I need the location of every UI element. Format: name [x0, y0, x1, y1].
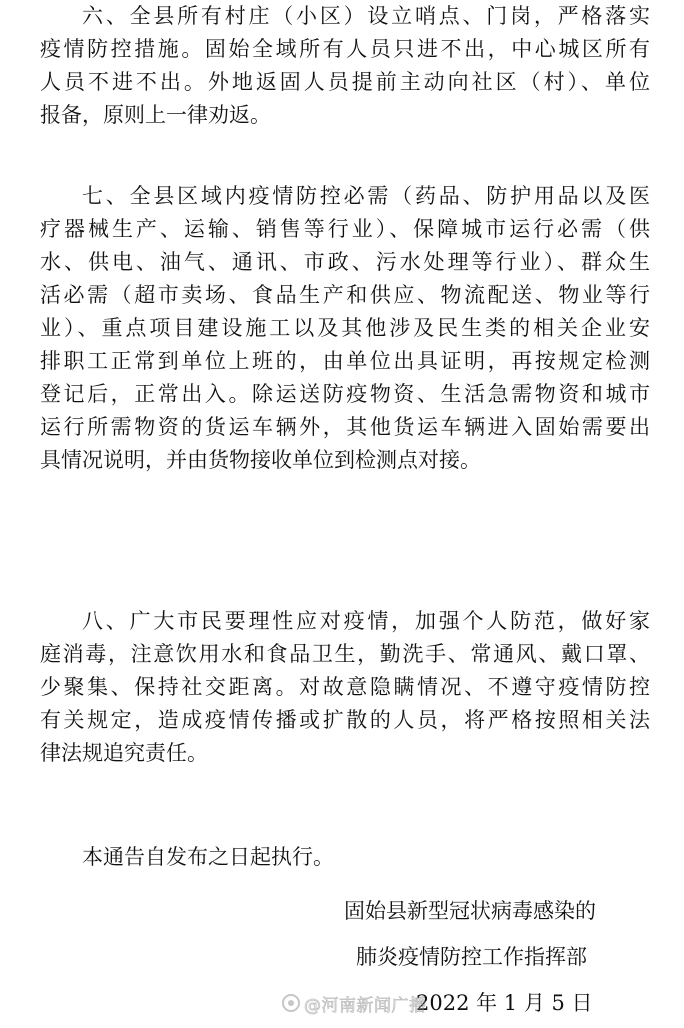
watermark-text: @河南新闻广播: [304, 995, 427, 1016]
text-line: 活必需（超市卖场、食品生产和供应、物流配送、物业等行: [40, 283, 650, 307]
text-line: 庭消毒，注意饮用水和食品卫生，勤洗手、常通风、戴口罩、: [40, 642, 650, 666]
text-line: 七、全县区域内疫情防控必需（药品、防护用品以及医: [82, 184, 650, 208]
paragraph-item-6: [40, 0, 650, 132]
text-line: 水、供电、油气、通讯、市政、污水处理等行业）、群众生: [40, 250, 650, 274]
paragraph-item-7: [40, 180, 650, 477]
text-line: 八、广大市民要理性应对疫情，加强个人防范，做好家: [82, 609, 650, 633]
weibo-logo-icon: [282, 994, 300, 1012]
text-line: 律法规追究责任。: [40, 741, 208, 765]
text-line: 本通告自发布之日起执行。: [82, 845, 334, 869]
text-line: 人员不进不出。外地返固人员提前主动向社区（村）、单位: [40, 70, 650, 94]
text-line: 运行所需物资的货运车辆外，其他货运车辆进入固始需要出: [40, 415, 650, 439]
text-line: 有关规定，造成疫情传播或扩散的人员，将严格按照相关法: [40, 708, 650, 732]
text-line: 疗器械生产、运输、销售等行业）、保障城市运行必需（供: [40, 217, 650, 241]
text-line: 六、全县所有村庄（小区）设立哨点、门岗，严格落实: [82, 4, 650, 28]
text-line: 具情况说明，并由货物接收单位到检测点对接。: [40, 448, 481, 472]
text-line: 排职工正常到单位上班的，由单位出具证明，再按规定检测: [40, 349, 650, 373]
signature-org-line-2: 肺炎疫情防控工作指挥部: [356, 945, 587, 969]
signature-org-line-1: 固始县新型冠状病毒感染的: [344, 899, 596, 923]
text-line: 报备，原则上一律劝返。: [40, 103, 271, 127]
watermark: [282, 990, 427, 1016]
text-line: 业）、重点项目建设施工以及其他涉及民生类的相关企业安: [40, 316, 650, 340]
text-line: 少聚集、保持社交距离。对故意隐瞒情况、不遵守疫情防控: [40, 675, 650, 699]
text-line: 登记后，正常出入。除运送防疫物资、生活急需物资和城市: [40, 382, 650, 406]
signature-date: 2022 年 1 月 5 日: [416, 991, 593, 1015]
paragraph-item-8: [40, 605, 650, 770]
closing-statement: [40, 841, 650, 874]
text-line: 疫情防控措施。固始全域所有人员只进不出，中心城区所有: [40, 37, 650, 61]
